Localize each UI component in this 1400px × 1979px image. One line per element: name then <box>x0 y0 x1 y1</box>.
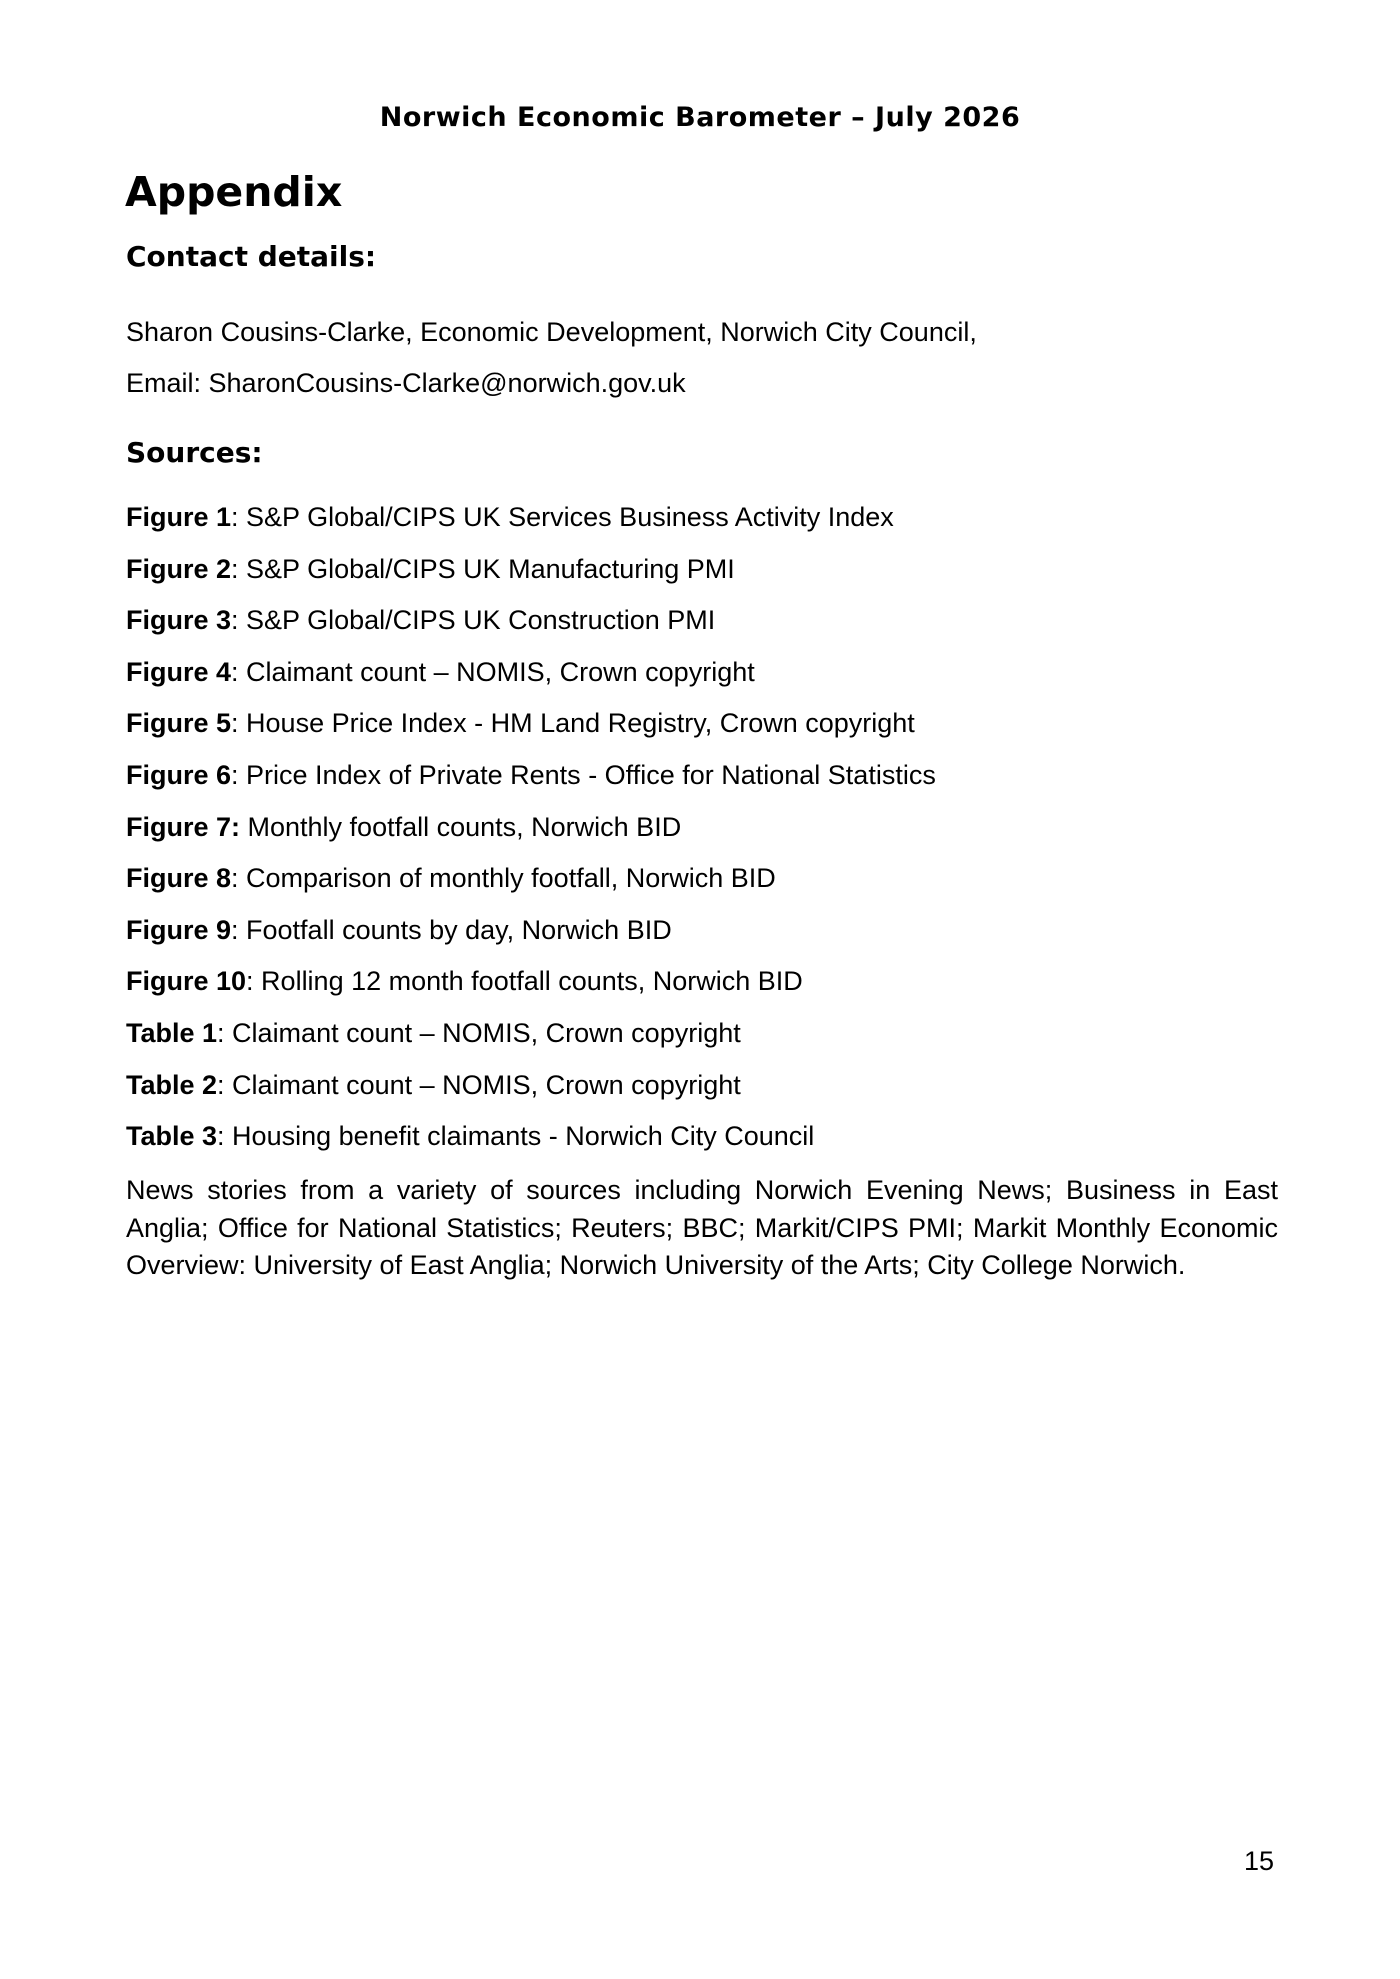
contact-email-line: Email: SharonCousins-Clarke@norwich.gov.uk <box>126 368 686 398</box>
source-item-figure-5 <box>126 708 936 760</box>
source-item-figure-2 <box>126 554 936 606</box>
source-ref: Figure 9 <box>126 914 232 945</box>
document-header-title: Norwich Economic Barometer – July 2026 <box>379 102 1021 133</box>
source-item-figure-8 <box>126 863 936 915</box>
source-ref: Figure 8 <box>126 863 232 894</box>
contact-details-heading: Contact details: <box>126 240 377 273</box>
contact-name-line: Sharon Cousins-Clarke, Economic Development, Norwich City Council, <box>126 317 977 347</box>
source-item-figure-10 <box>126 966 936 1018</box>
contact-details-block <box>126 307 977 409</box>
source-text: : House Price Index - HM Land Registry, Crown copyright <box>231 708 915 739</box>
source-item-figure-4 <box>126 657 936 709</box>
source-text: : Comparison of monthly footfall, Norwich BID <box>231 863 776 894</box>
source-text: : Rolling 12 month footfall counts, Norwich BID <box>246 966 803 997</box>
source-text: : Price Index of Private Rents - Office for National Statistics <box>231 759 936 790</box>
source-text: : Claimant count – NOMIS, Crown copyright <box>231 656 755 687</box>
appendix-heading: Appendix <box>125 168 343 216</box>
source-item-table-2 <box>126 1070 936 1122</box>
source-text: : S&P Global/CIPS UK Manufacturing PMI <box>231 553 735 584</box>
source-ref: Table 3 <box>126 1121 218 1152</box>
sources-list <box>126 502 936 1173</box>
source-text: : S&P Global/CIPS UK Construction PMI <box>231 605 716 636</box>
source-item-table-1 <box>126 1018 936 1070</box>
source-text: : Footfall counts by day, Norwich BID <box>231 914 672 945</box>
source-text: : Housing benefit claimants - Norwich City Council <box>217 1121 815 1152</box>
source-ref: Figure 7: <box>126 811 241 842</box>
source-text: Monthly footfall counts, Norwich BID <box>240 811 682 842</box>
source-text: : S&P Global/CIPS UK Services Business Activity Index <box>231 502 894 532</box>
source-ref: Table 1 <box>126 1017 218 1048</box>
source-item-figure-3 <box>126 605 936 657</box>
source-ref: Figure 5 <box>126 708 232 739</box>
source-text: : Claimant count – NOMIS, Crown copyright <box>217 1017 741 1048</box>
page-number: 15 <box>1244 1846 1275 1876</box>
source-item-figure-6 <box>126 760 936 812</box>
source-ref: Figure 6 <box>126 759 232 790</box>
source-ref: Table 2 <box>126 1069 218 1100</box>
source-ref: Figure 2 <box>126 553 232 584</box>
source-ref: Figure 1 <box>126 502 232 532</box>
source-text: : Claimant count – NOMIS, Crown copyright <box>217 1069 741 1100</box>
source-item-figure-7 <box>126 812 936 864</box>
sources-heading: Sources: <box>126 436 263 469</box>
source-ref: Figure 10 <box>126 966 247 997</box>
source-ref: Figure 4 <box>126 656 232 687</box>
source-item-figure-9 <box>126 915 936 967</box>
source-item-table-3 <box>126 1121 936 1173</box>
source-ref: Figure 3 <box>126 605 232 636</box>
news-sources-paragraph: News stories from a variety of sources including Norwich Evening News; Business in East Anglia; Office for National Statistics; Reuters; BBC; Markit/CIPS PMI; Markit Monthly Economic Overview: University of East Anglia; Norwich University of the Arts; City College Norwich. <box>126 1175 1278 1280</box>
source-item-figure-1 <box>126 502 936 554</box>
